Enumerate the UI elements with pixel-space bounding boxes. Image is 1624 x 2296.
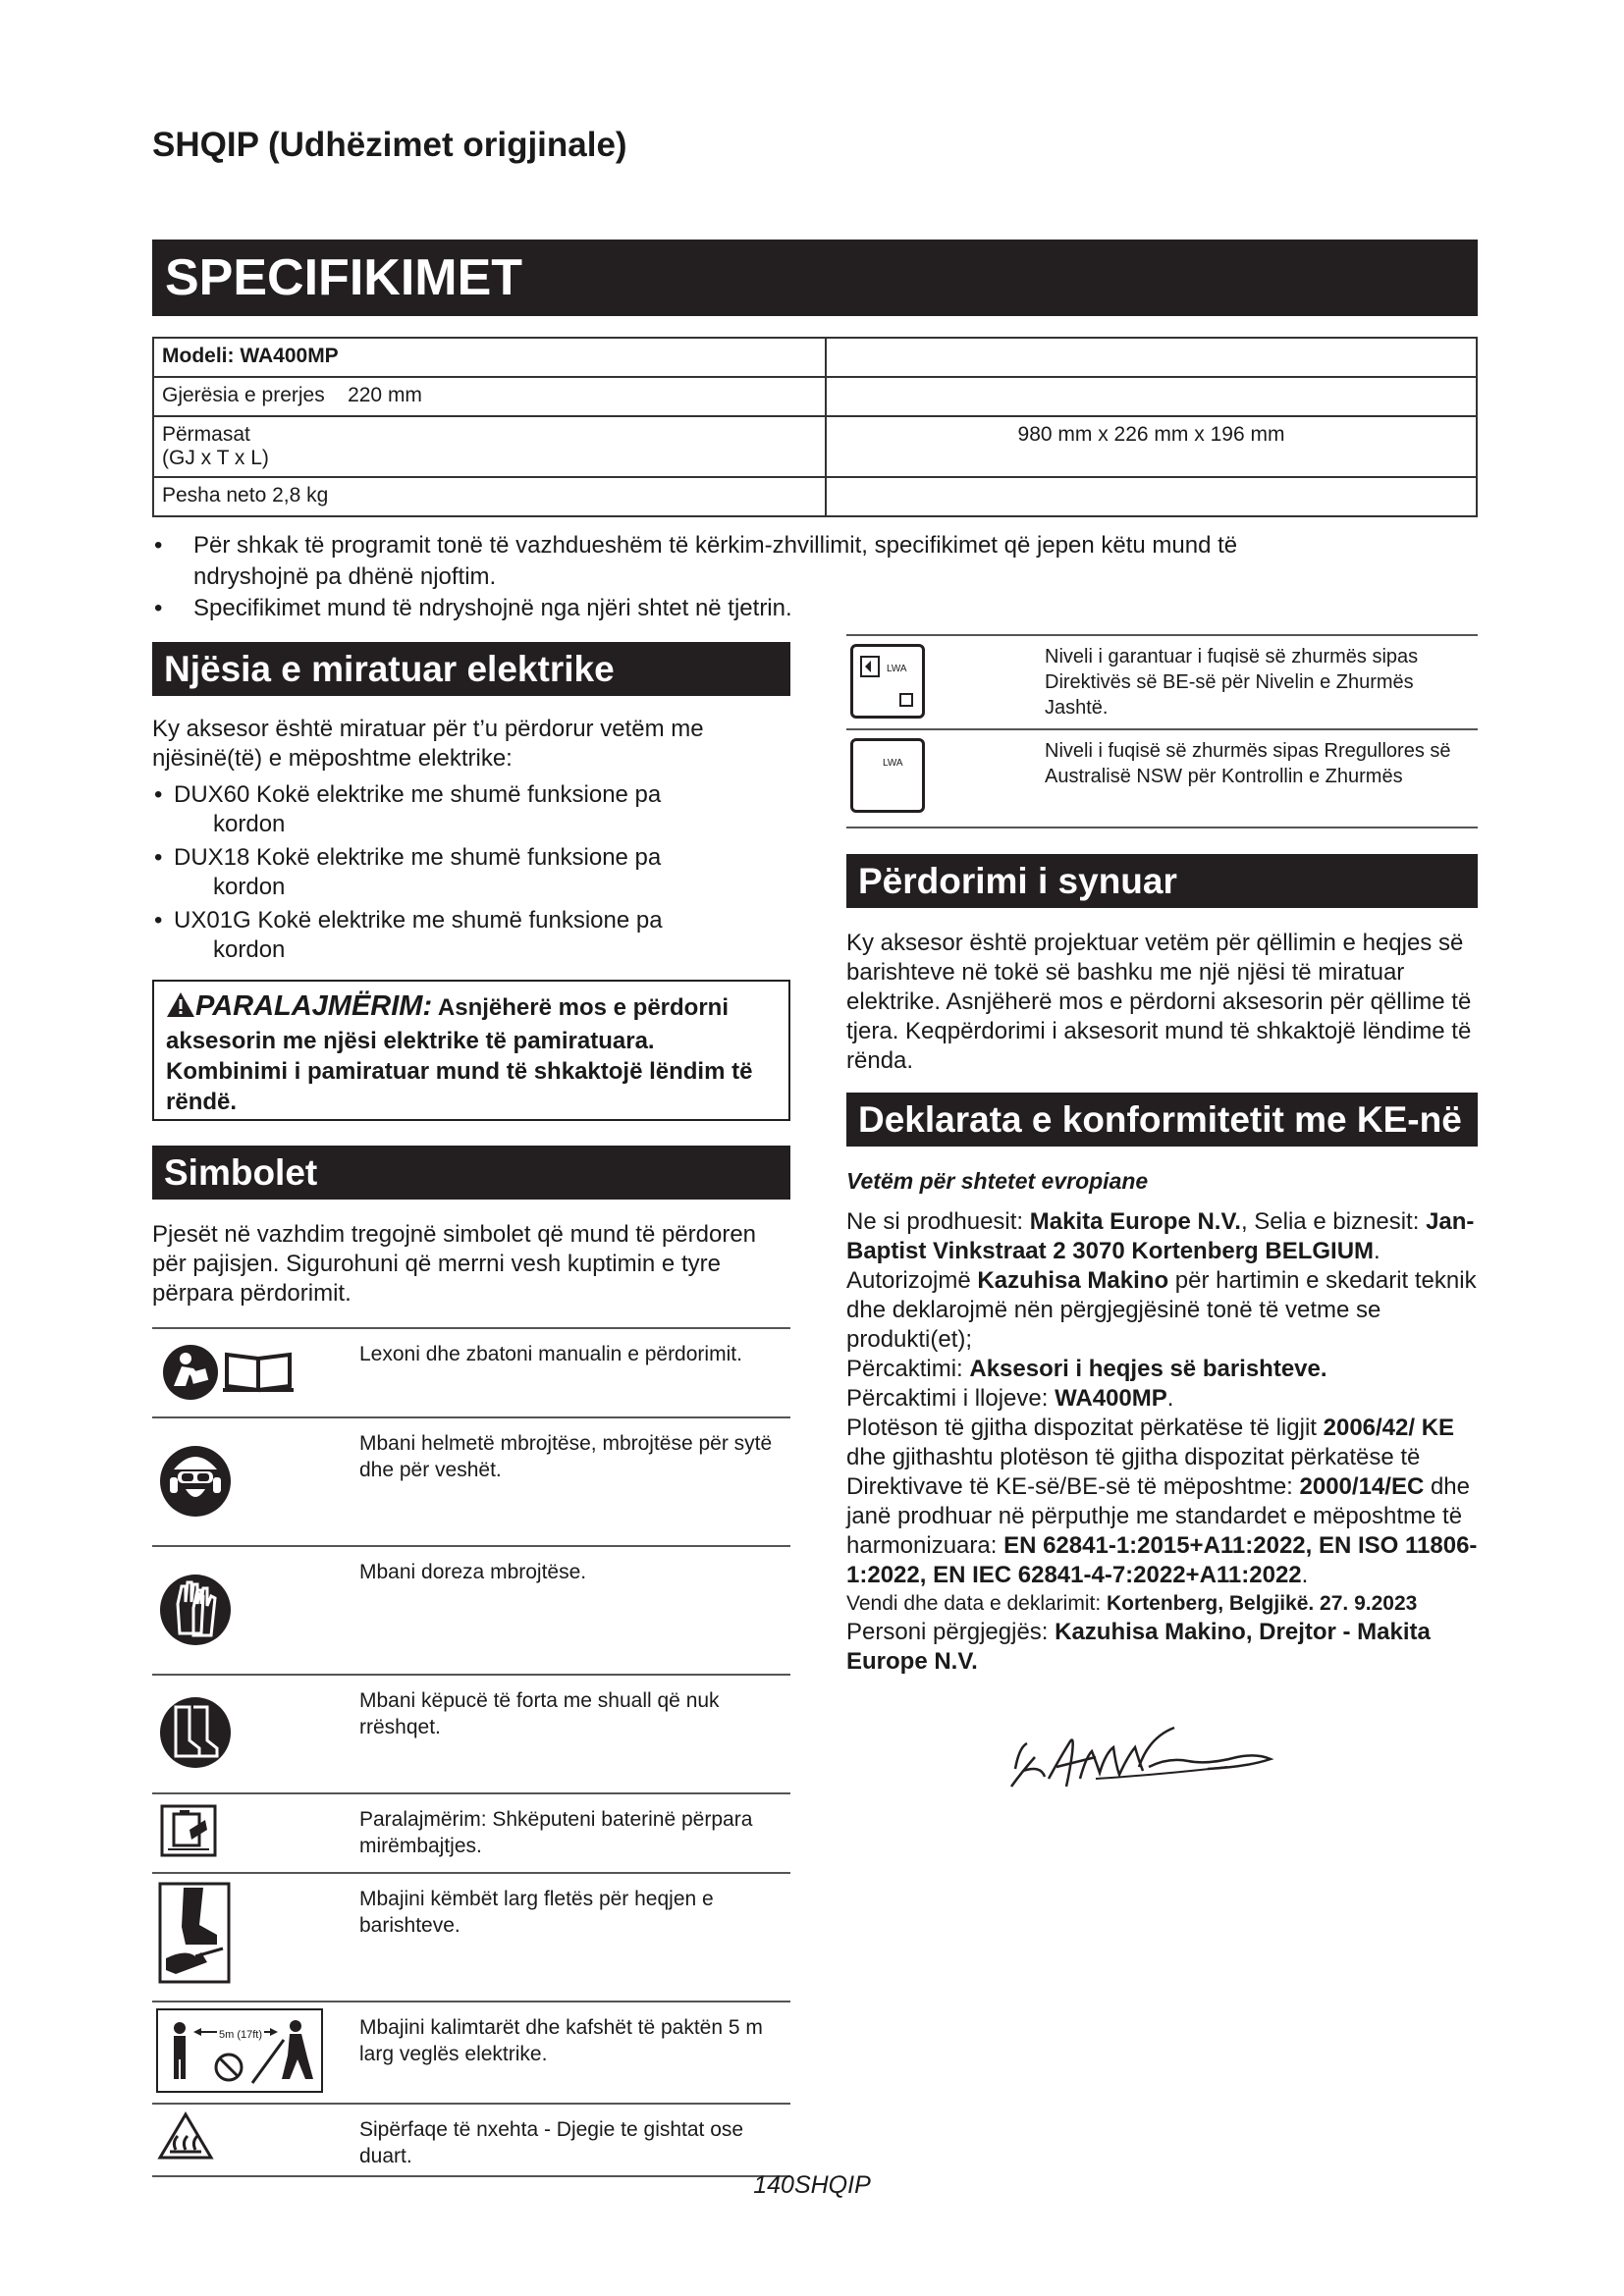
spec-value [826, 377, 1477, 416]
noise-description: Niveli i garantuar i fuqisë së zhurmës sipas Direktivës së BE-së për Nivelin e Zhurmës Jashtë. [1041, 635, 1478, 729]
table-row [152, 1546, 790, 1675]
authorized-person: Kazuhisa Makino [977, 1267, 1169, 1294]
warning-box [152, 980, 790, 1121]
table-row [152, 1873, 790, 2002]
unit-name-cont: kordon [213, 936, 286, 963]
text-run: Vendi dhe data e deklarimit: [846, 1592, 1108, 1615]
list-item [152, 530, 1488, 593]
text-run: Përcaktimi: [846, 1356, 970, 1382]
intended-use-text: Ky aksesor është projektuar vetëm për qëllimin e heqjes së barishteve në tokë së bashku me një njësi të miratuar elektrike. Asnjëherë mos e përdorni aksesorin për qëllime të tjera. Keqpërdorimi i aksesorit mund të shkaktojë lëndime të rënda. [846, 930, 1472, 1074]
spec-value [826, 338, 1477, 377]
hot-surface-icon [152, 2104, 352, 2176]
symbol-description: Sipërfaqe të nxehta - Djegie te gishtat ose duart. [352, 2104, 790, 2176]
nsw-noise-level-icon [850, 738, 925, 813]
note-text: Për shkak të programit tonë të vazhdueshëm të kërkim-zhvillimit, specifikimet që jepen këtu mund të [193, 532, 1238, 559]
manufacturer-address: Jan-Baptist Vinkstraat 2 3070 Kortenberg BELGIUM [846, 1208, 1475, 1264]
symbols-table [152, 1327, 790, 2177]
symbol-description: Mbajini kalimtarët dhe kafshët të paktën 5 m larg veglës elektrike. [352, 2002, 790, 2104]
declaration-paragraph [846, 1618, 1485, 1677]
standards-list: EN 62841-1:2015+A11:2022, EN ISO 11806-1:2022, EN IEC 62841-4-7:2022+A11:2022 [846, 1532, 1478, 1588]
text-run: . [1374, 1238, 1380, 1264]
spec-value: 980 mm x 226 mm x 196 mm [826, 416, 1477, 477]
table-row [153, 377, 1477, 416]
table-row [846, 729, 1478, 828]
table-row [152, 1328, 790, 1417]
table-row [152, 2002, 790, 2104]
spec-label-line: Përmasat [162, 423, 250, 446]
noise-level-table [846, 634, 1478, 828]
table-row [153, 477, 1477, 516]
list-item [152, 780, 790, 839]
table-row [152, 1417, 790, 1546]
unit-name: UX01G Kokë elektrike me shumë funksione pa [174, 907, 663, 934]
spec-label-line: (GJ x T x L) [162, 447, 269, 469]
warning-icon [166, 991, 195, 1026]
text-run: . [1301, 1562, 1309, 1588]
declaration-paragraph [846, 1414, 1485, 1590]
symbols-heading: Simbolet [152, 1146, 790, 1200]
noise-badge: LWA [887, 664, 907, 674]
remove-battery-icon [152, 1793, 352, 1873]
distance-label: 5m (17ft) [217, 2022, 264, 2049]
warning-heading: PARALAJMËRIM: [195, 990, 433, 1022]
approved-unit-heading: Njësia e miratuar elektrike [152, 642, 790, 696]
directive-ref: 2000/14/EC [1299, 1473, 1425, 1500]
declaration-paragraph [846, 1266, 1485, 1355]
noise-description: Niveli i fuqisë së zhurmës sipas Rregullores së Australisë NSW për Kontrollin e Zhurmës [1041, 729, 1478, 828]
text-run: Plotëson të gjitha dispozitat përkatëse të ligjit [846, 1415, 1324, 1441]
specifications-table [152, 337, 1478, 517]
approved-unit-list [152, 780, 790, 969]
directive-ref: 2006/42/ KE [1323, 1415, 1455, 1441]
symbol-description: Lexoni dhe zbatoni manualin e përdorimit. [352, 1328, 790, 1417]
text-run: dhe janë prodhuar në përputhje me standardet e mëposhtme të harmonizuara: [846, 1473, 1470, 1559]
keep-distance-icon [156, 2008, 323, 2093]
table-row [152, 1793, 790, 1873]
spec-label [153, 416, 826, 477]
table-row [152, 1675, 790, 1793]
specification-notes [152, 530, 1488, 624]
list-item [152, 843, 790, 902]
symbol-description: Mbajini këmbët larg fletës për heqjen e barishteve. [352, 1873, 790, 2002]
text-run: Ne si prodhuesit: [846, 1208, 1030, 1235]
intended-use-heading: Përdorimi i synuar [846, 854, 1478, 908]
symbol-description: Mbani doreza mbrojtëse. [352, 1546, 790, 1675]
text-run: , Selia e biznesit: [1240, 1208, 1427, 1235]
keep-feet-away-icon [152, 1873, 352, 2002]
text-run: Autorizojmë [846, 1267, 978, 1294]
text-run: . [1166, 1385, 1174, 1412]
boots-icon [152, 1675, 352, 1793]
gloves-icon [152, 1546, 352, 1675]
declaration-heading: Deklarata e konformitetit me KE-në [846, 1093, 1478, 1147]
list-item [152, 593, 1488, 624]
declaration-paragraph [846, 1207, 1485, 1266]
text-run: Përcaktimi i llojeve: [846, 1385, 1056, 1412]
table-row [153, 416, 1477, 477]
declaration-paragraph [846, 1355, 1485, 1384]
approved-unit-intro: Ky aksesor është miratuar për t’u përdorur vetëm me njësinë(të) e mëposhtme elektrike: [152, 716, 704, 772]
helmet-goggles-earmuffs-icon [152, 1417, 352, 1546]
unit-name: DUX18 Kokë elektrike me shumë funksione pa [174, 844, 662, 871]
note-text: ndryshojnë pa dhënë njoftim. [193, 563, 497, 590]
symbol-description: Paralajmërim: Shkëputeni baterinë përpara mirëmbajtjes. [352, 1793, 790, 1873]
signature [1001, 1718, 1296, 1811]
text-run: dhe gjithashtu plotëson të gjitha dispozitat përkatëse të Direktivave të KE-së/BE-së të mëposhtme: [846, 1444, 1421, 1500]
noise-badge: LWA [883, 758, 903, 769]
unit-name: DUX60 Kokë elektrike me shumë funksione pa [174, 781, 662, 808]
page-language-title: SHQIP (Udhëzimet origjinale) [152, 126, 627, 164]
specifications-heading: SPECIFIKIMET [152, 240, 1478, 316]
warning-text: Asnjëherë mos e përdorni aksesorin me njësi elektrike të pamiratuara. Kombinimi i pamiratuar mund të shkaktojë lëndim të rëndë. [166, 994, 753, 1115]
table-row [153, 338, 1477, 377]
product-designation: Aksesori i heqjes së barishteve. [969, 1356, 1327, 1382]
table-row [846, 635, 1478, 729]
spec-label: Modeli: WA400MP [153, 338, 826, 377]
table-row [152, 2104, 790, 2176]
list-item [152, 906, 790, 965]
symbol-description: Mbani këpucë të forta me shuall që nuk rrëshqet. [352, 1675, 790, 1793]
page-number: 140SHQIP [753, 2171, 871, 2199]
symbols-intro: Pjesët në vazhdim tregojnë simbolet që mund të përdoren për pajisjen. Sigurohuni që merrni vesh kuptimin e tyre përpara përdorimit. [152, 1221, 757, 1307]
model-type: WA400MP [1055, 1385, 1167, 1412]
declaration-subtitle: Vetëm për shtetet evropiane [846, 1168, 1149, 1194]
spec-label: Gjerësia e prerjes 220 mm [153, 377, 826, 416]
responsible-person: Kazuhisa Makino, Drejtor - Makita Europe N.V. [846, 1619, 1431, 1675]
declaration-paragraph [846, 1590, 1485, 1618]
spec-value [826, 477, 1477, 516]
spec-label: Pesha neto 2,8 kg [153, 477, 826, 516]
text-run: Personi përgjegjës: [846, 1619, 1056, 1645]
note-text: Specifikimet mund të ndryshojnë nga njëri shtet në tjetrin. [193, 595, 792, 621]
declaration-body [846, 1207, 1485, 1677]
place-date: Kortenberg, Belgjikë. 27. 9.2023 [1107, 1592, 1418, 1615]
unit-name-cont: kordon [213, 811, 286, 837]
declaration-paragraph [846, 1384, 1485, 1414]
text-run: për hartimin e skedarit teknik dhe deklarojmë nën përgjegjësinë tonë të vetme se produkti(et); [846, 1267, 1477, 1353]
unit-name-cont: kordon [213, 874, 286, 900]
read-manual-icon [152, 1328, 352, 1417]
manufacturer-name: Makita Europe N.V. [1029, 1208, 1241, 1235]
eu-noise-level-icon [850, 644, 925, 719]
symbol-description: Mbani helmetë mbrojtëse, mbrojtëse për sytë dhe për veshët. [352, 1417, 790, 1546]
